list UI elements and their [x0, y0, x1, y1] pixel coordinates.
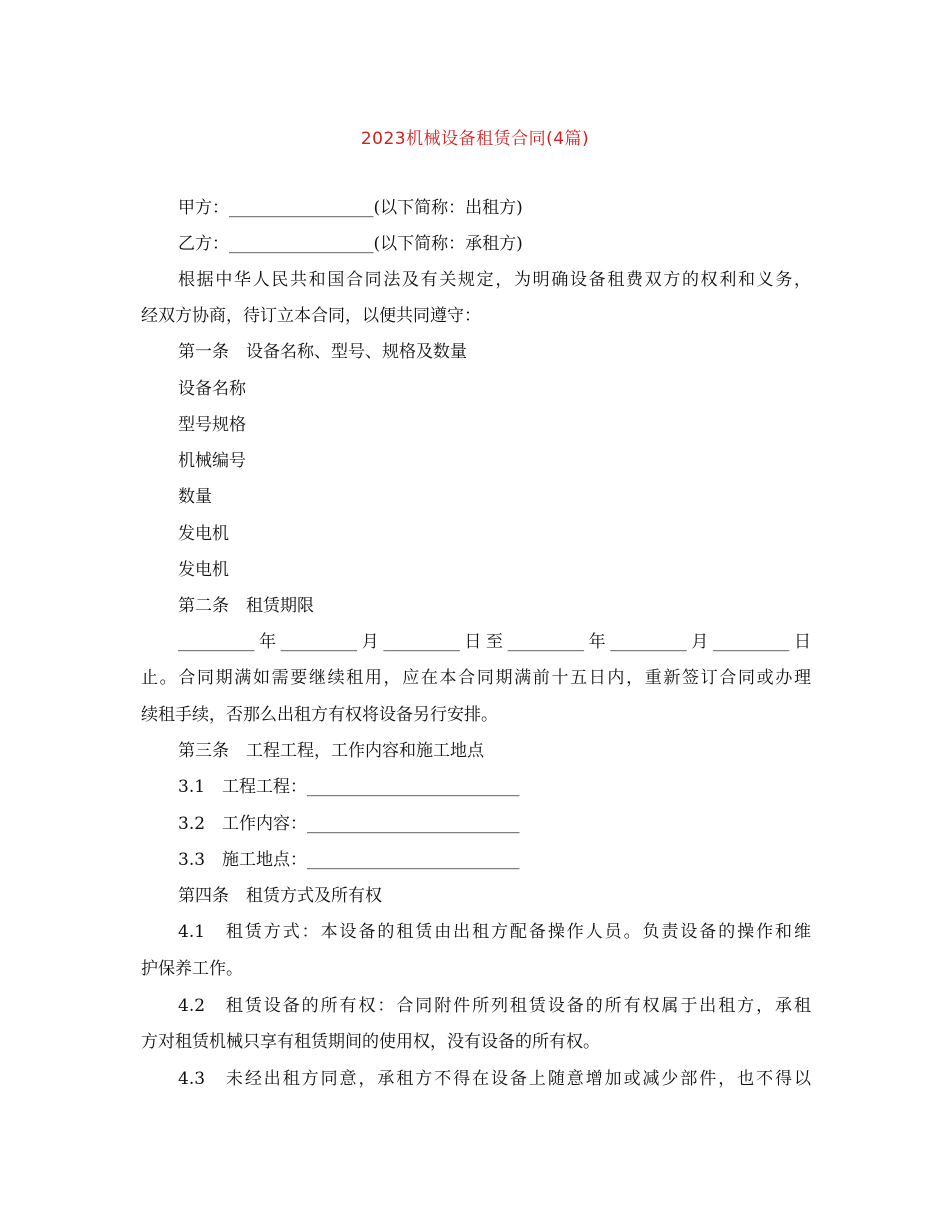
lease-period-dates: _________年_________月_________日至_________年_________月_________日	[178, 632, 811, 652]
preamble-line-2: 经双方协商，待订立本合同，以便共同遵守：	[141, 306, 481, 326]
article-3-heading: 第三条 工程工程，工作内容和施工地点	[178, 741, 484, 761]
site-field: 3.3 施工地点：_________________________	[178, 850, 520, 870]
clause-4-1-line-1: 4.1 租赁方式：本设备的租赁由出租方配备操作人员。负责设备的操作和维	[178, 922, 811, 942]
article-4-heading: 第四条 租赁方式及所有权	[178, 886, 382, 906]
lease-period-line-2: 止。合同期满如需要继续租用，应在本合同期满前十五日内，重新签订合同或办理	[141, 668, 811, 688]
equipment-item-1: 发电机	[178, 524, 229, 544]
machine-number-label: 机械编号	[178, 451, 246, 471]
project-field: 3.1 工程工程：_________________________	[178, 777, 520, 797]
article-1-heading: 第一条 设备名称、型号、规格及数量	[178, 342, 467, 362]
party-a-line: 甲方：_________________(以下简称：出租方)	[178, 198, 523, 218]
clause-4-3-line-1: 4.3 未经出租方同意，承租方不得在设备上随意增加或减少部件，也不得以	[178, 1069, 811, 1089]
equipment-name-label: 设备名称	[178, 379, 246, 399]
work-content-field: 3.2 工作内容：_________________________	[178, 814, 520, 834]
model-spec-label: 型号规格	[178, 415, 246, 435]
clause-4-2-line-2: 方对租赁机械只享有租赁期间的使用权，没有设备的所有权。	[141, 1032, 600, 1052]
lease-period-line-3: 续租手续，否那么出租方有权将设备另行安排。	[141, 705, 498, 725]
equipment-item-2: 发电机	[178, 560, 229, 580]
party-b-line: 乙方：_________________(以下简称：承租方)	[178, 234, 523, 254]
preamble-line-1: 根据中华人民共和国合同法及有关规定，为明确设备租费双方的权利和义务，	[178, 270, 811, 290]
document-title: 2023机械设备租赁合同(4篇)	[360, 129, 590, 149]
article-2-heading: 第二条 租赁期限	[178, 596, 314, 616]
clause-4-1-line-2: 护保养工作。	[141, 959, 243, 979]
quantity-label: 数量	[178, 487, 212, 507]
clause-4-2-line-1: 4.2 租赁设备的所有权：合同附件所列租赁设备的所有权属于出租方，承租	[178, 996, 811, 1016]
